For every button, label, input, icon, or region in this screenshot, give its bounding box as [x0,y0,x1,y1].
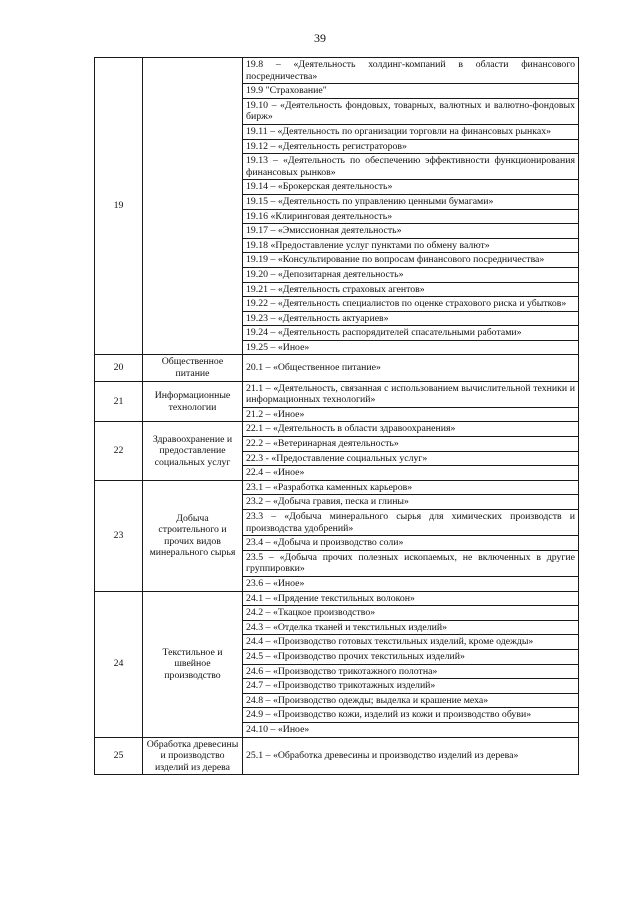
subcategory-cell: 19.18 «Предоставление услуг пунктами по обмену валют» [243,238,579,253]
subcategory-cell: 24.9 – «Производство кожи, изделий из кожи и производство обуви» [243,708,579,723]
subcategory-cell: 19.25 – «Иное» [243,340,579,355]
group-code-cell: 23 [95,480,143,591]
table-row [95,422,579,437]
group-code-cell: 24 [95,591,143,737]
subcategory-cell: 24.2 – «Ткацкое производство» [243,606,579,621]
subcategory-cell: 23.3 – «Добыча минерального сырья для химических производств и производства удобрений» [243,510,579,536]
classification-table-body [95,58,579,775]
subcategory-cell: 19.11 – «Деятельность по организации торговли на финансовых рынках» [243,124,579,139]
subcategory-cell: 19.9 "Страхование" [243,84,579,99]
table-row [95,480,579,495]
subcategory-cell: 22.4 – «Иное» [243,466,579,481]
subcategory-cell: 19.24 – «Деятельность распорядителей спасательными работами» [243,326,579,341]
subcategory-cell: 23.2 – «Добыча гравия, песка и глины» [243,495,579,510]
group-code-cell: 25 [95,737,143,775]
subcategory-cell: 19.13 – «Деятельность по обеспечению эффективности функционирования финансовых рынков» [243,154,579,180]
group-code-cell: 19 [95,58,143,355]
subcategory-cell: 19.16 «Клиринговая деятельность» [243,209,579,224]
subcategory-cell: 19.23 – «Деятельность актуариев» [243,311,579,326]
subcategory-cell: 22.3 - «Предоставление социальных услуг» [243,451,579,466]
table-row [95,355,579,381]
group-code-cell: 21 [95,381,143,422]
group-name-cell: Обработка древесины и производство изделий из дерева [143,737,243,775]
subcategory-cell: 22.1 – «Деятельность в области здравоохранения» [243,422,579,437]
subcategory-cell: 24.1 – «Прядение текстильных волокон» [243,591,579,606]
group-name-cell: Текстильное и швейное производство [143,591,243,737]
group-code-cell: 22 [95,422,143,480]
subcategory-cell: 19.14 – «Брокерская деятельность» [243,180,579,195]
group-name-cell [143,58,243,355]
subcategory-cell: 22.2 – «Ветеринарная деятельность» [243,437,579,452]
subcategory-cell: 21.2 – «Иное» [243,407,579,422]
subcategory-cell: 19.15 – «Деятельность по управлению ценными бумагами» [243,194,579,209]
subcategory-cell: 19.8 – «Деятельность холдинг-компаний в области финансового посредничества» [243,58,579,84]
subcategory-cell: 24.6 – «Производство трикотажного полотна» [243,664,579,679]
subcategory-cell: 19.10 – «Деятельность фондовых, товарных, валютных и валютно-фондовых бирж» [243,98,579,124]
subcategory-cell: 21.1 – «Деятельность, связанная с использованием вычислительной техники и информационных технологий» [243,381,579,407]
group-name-cell: Общественное питание [143,355,243,381]
subcategory-cell: 24.10 – «Иное» [243,722,579,737]
group-name-cell: Здравоохранение и предоставление социальных услуг [143,422,243,480]
subcategory-cell: 19.20 – «Депозитарная деятельность» [243,267,579,282]
subcategory-cell: 24.4 – «Производство готовых текстильных изделий, кроме одежды» [243,635,579,650]
subcategory-cell: 24.7 – «Производство трикотажных изделий» [243,679,579,694]
subcategory-cell: 23.1 – «Разработка каменных карьеров» [243,480,579,495]
table-row [95,381,579,407]
subcategory-cell: 19.12 – «Деятельность регистраторов» [243,139,579,154]
subcategory-cell: 23.6 – «Иное» [243,576,579,591]
group-name-cell: Добыча строительного и прочих видов минерального сырья [143,480,243,591]
subcategory-cell: 24.5 – «Производство прочих текстильных изделий» [243,649,579,664]
subcategory-cell: 19.21 – «Деятельность страховых агентов» [243,282,579,297]
table-row [95,58,579,84]
subcategory-cell: 24.3 – «Отделка тканей и текстильных изделий» [243,620,579,635]
subcategory-cell: 23.4 – «Добыча и производство соли» [243,536,579,551]
subcategory-cell: 19.22 – «Деятельность специалистов по оценке страхового риска и убытков» [243,297,579,312]
subcategory-cell: 23.5 – «Добыча прочих полезных ископаемых, не включенных в другие группировки» [243,550,579,576]
table-row [95,737,579,775]
subcategory-cell: 24.8 – «Производство одежды; выделка и крашение меха» [243,693,579,708]
group-name-cell: Информационные технологии [143,381,243,422]
classification-table [94,57,579,775]
subcategory-cell: 19.17 – «Эмиссионная деятельность» [243,224,579,239]
group-code-cell: 20 [95,355,143,381]
subcategory-cell: 19.19 – «Консультирование по вопросам финансового посредничества» [243,253,579,268]
subcategory-cell: 25.1 – «Обработка древесины и производство изделий из дерева» [243,737,579,775]
table-row [95,591,579,606]
subcategory-cell: 20.1 – «Общественное питание» [243,355,579,381]
page-number: 39 [314,31,326,45]
